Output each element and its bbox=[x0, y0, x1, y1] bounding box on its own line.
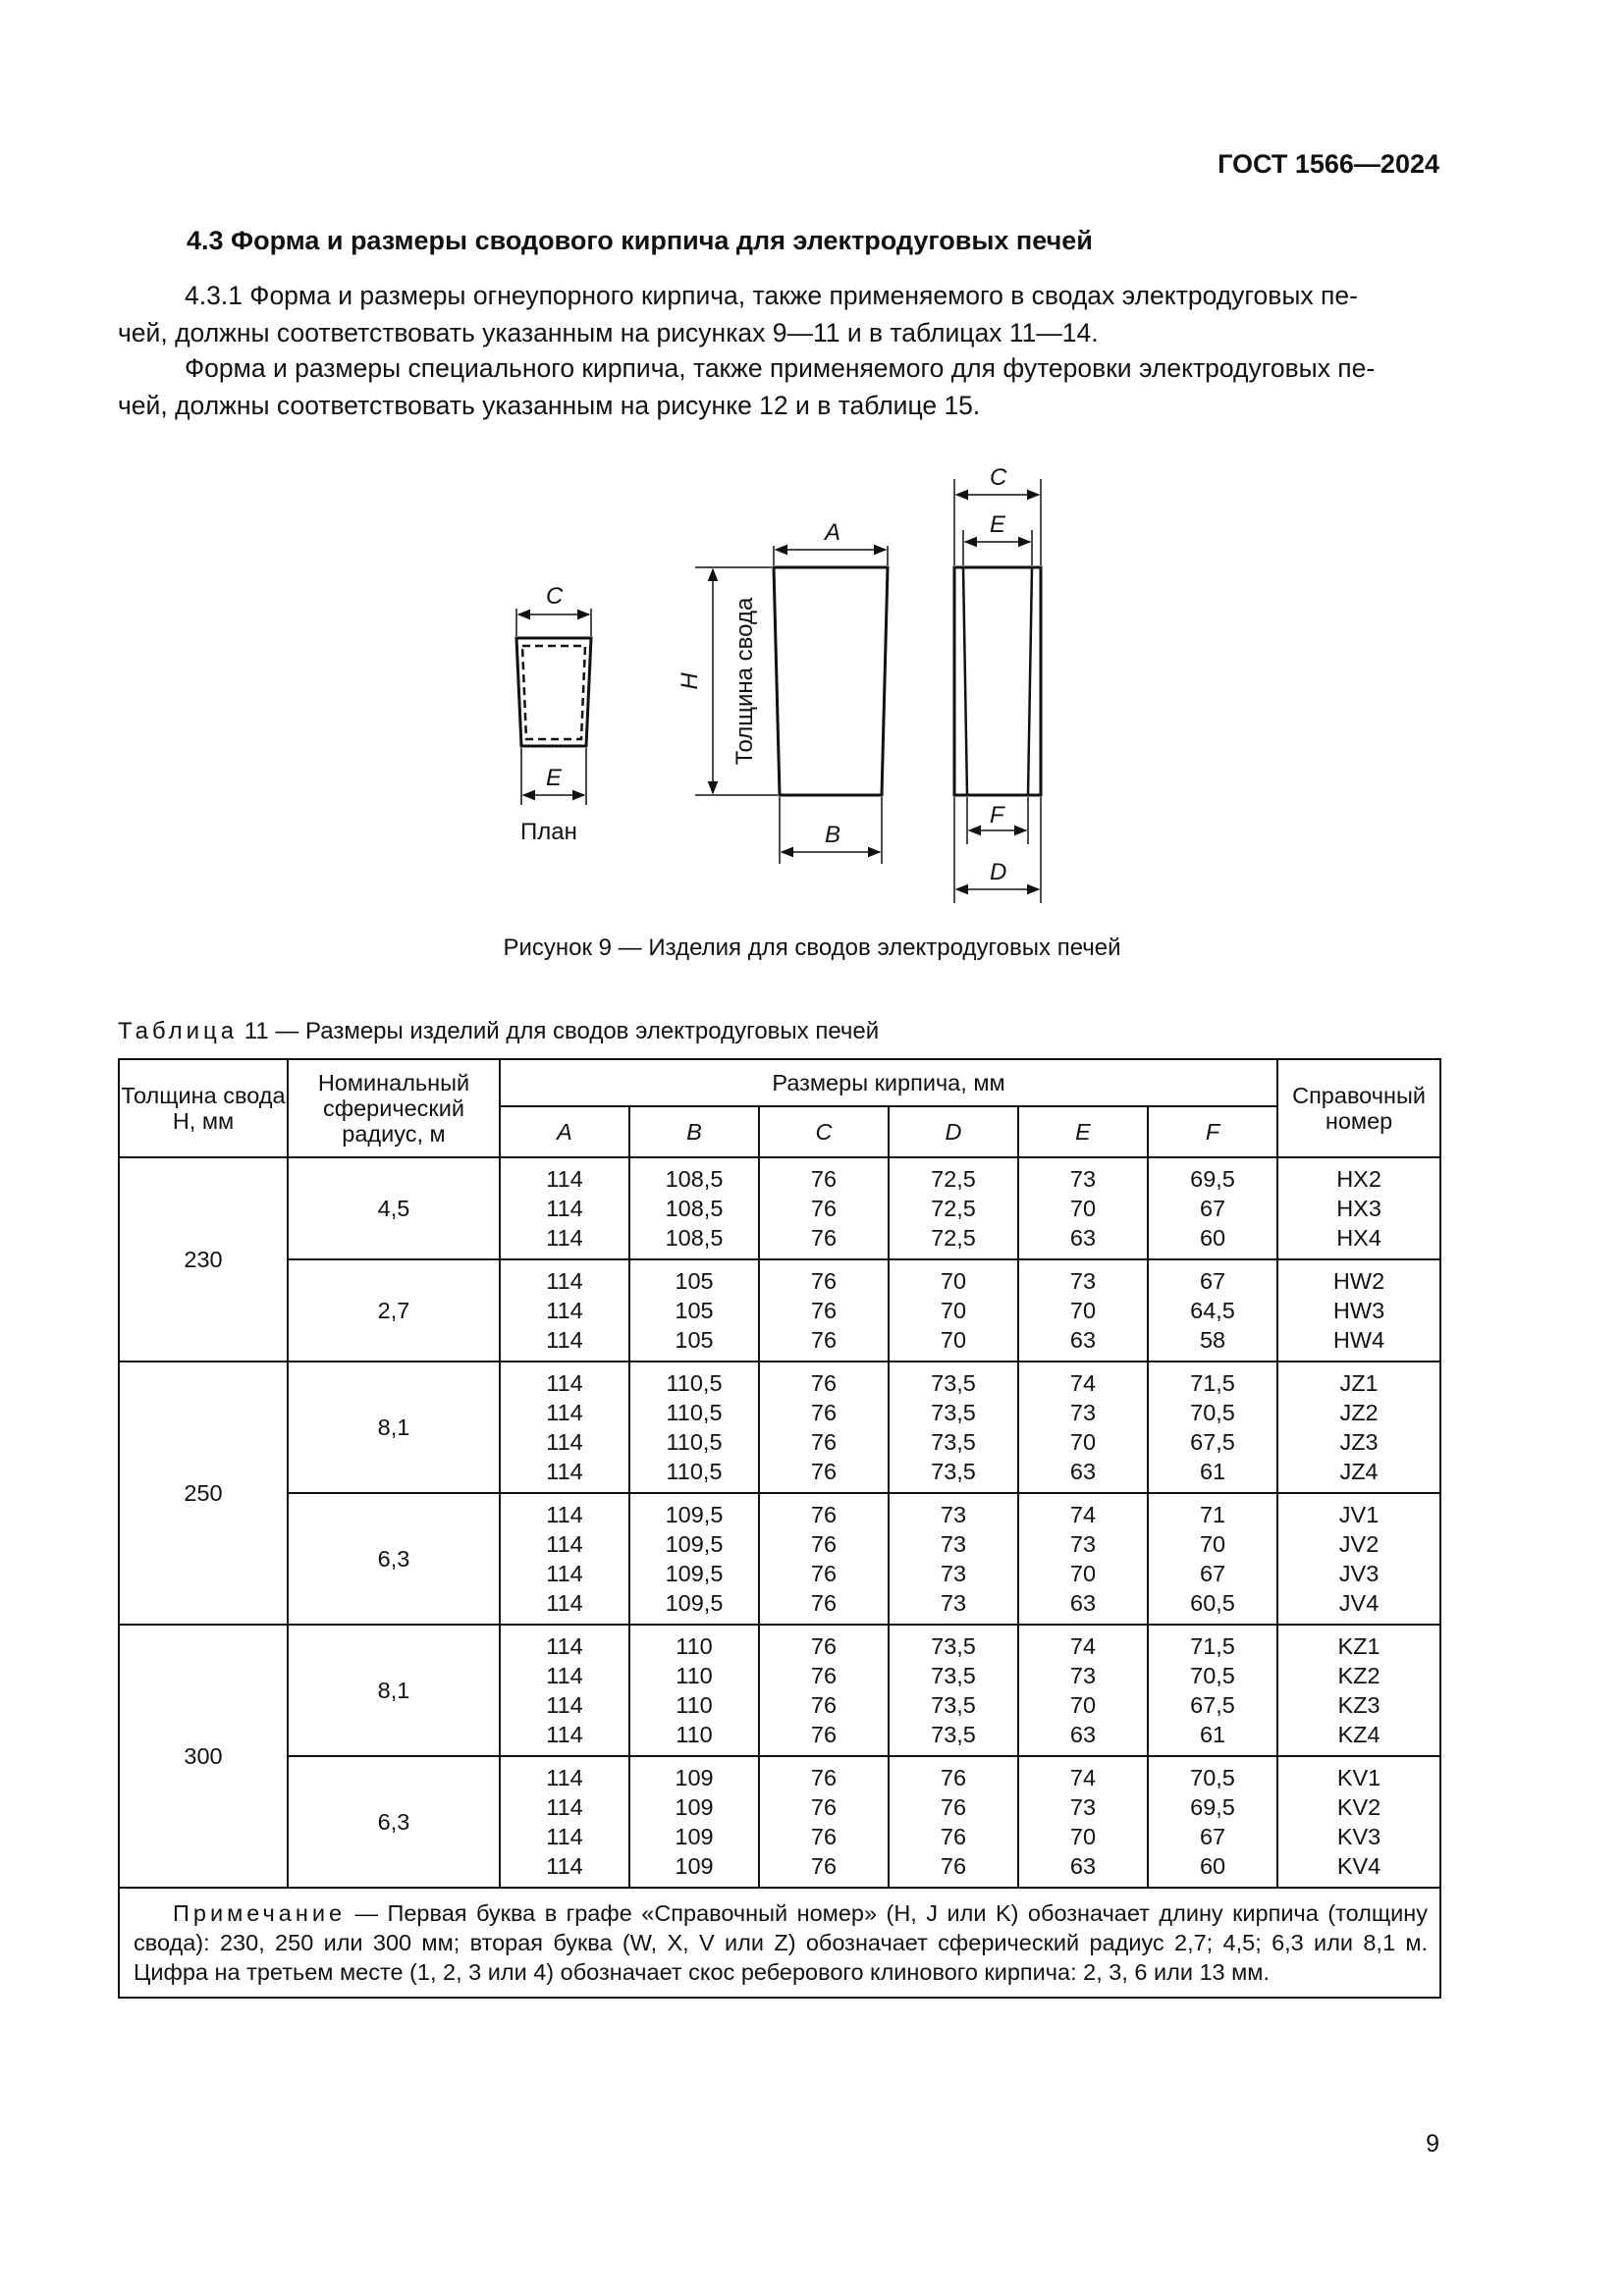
cell-value: KV2 bbox=[1336, 1794, 1381, 1820]
cell-value: 76 bbox=[810, 1298, 838, 1323]
cell-value: KZ2 bbox=[1337, 1663, 1380, 1688]
cell-value: 72,5 bbox=[931, 1225, 976, 1251]
cell-value: 114 bbox=[546, 1502, 583, 1527]
value-cell bbox=[1148, 1625, 1277, 1756]
cell-value: 73,5 bbox=[931, 1459, 976, 1484]
cell-value: 76 bbox=[810, 1531, 838, 1557]
cell-value: 71,5 bbox=[1190, 1633, 1235, 1659]
cell-value: 73,5 bbox=[931, 1633, 976, 1659]
cell-value: 109,5 bbox=[665, 1590, 724, 1616]
cell-value: 74 bbox=[1069, 1633, 1097, 1659]
value-cell bbox=[1018, 1756, 1148, 1888]
cell-value: 114 bbox=[546, 1531, 583, 1557]
cell-value: HW3 bbox=[1332, 1298, 1385, 1323]
cell-value: 67,5 bbox=[1190, 1692, 1235, 1718]
table-row bbox=[119, 1362, 1440, 1493]
value-cell bbox=[1018, 1259, 1148, 1362]
cell-value: 76 bbox=[810, 1166, 838, 1192]
cell-value: 70,5 bbox=[1190, 1663, 1235, 1688]
cell-value: 73 bbox=[1069, 1268, 1097, 1294]
cell-value: 114 bbox=[546, 1298, 583, 1323]
cell-value: 110 bbox=[676, 1633, 713, 1659]
cell-value: 114 bbox=[546, 1853, 583, 1879]
end-f-label: F bbox=[990, 802, 1004, 828]
cell-value: 105 bbox=[675, 1268, 714, 1294]
cell-value: 74 bbox=[1069, 1502, 1097, 1527]
value-cell bbox=[759, 1625, 889, 1756]
cell-value: 76 bbox=[810, 1633, 838, 1659]
radius-cell: 2,7 bbox=[288, 1259, 500, 1362]
table-row bbox=[119, 1756, 1440, 1888]
table-row bbox=[119, 1259, 1440, 1362]
cell-value: 108,5 bbox=[665, 1225, 724, 1251]
cell-value: 73 bbox=[1069, 1531, 1097, 1557]
cell-value: 76 bbox=[810, 1853, 838, 1879]
paragraph-4-3-1 bbox=[118, 277, 1438, 351]
value-cell bbox=[500, 1362, 629, 1493]
reference-cell bbox=[1277, 1259, 1440, 1362]
value-cell bbox=[629, 1157, 759, 1259]
cell-value: 64,5 bbox=[1190, 1298, 1235, 1323]
cell-value: 105 bbox=[675, 1298, 714, 1323]
cell-value: 109 bbox=[675, 1765, 714, 1790]
cell-value: 114 bbox=[546, 1663, 583, 1688]
cell-value: 114 bbox=[546, 1633, 583, 1659]
cell-value: 73,5 bbox=[931, 1370, 976, 1396]
cell-value: 108,5 bbox=[665, 1166, 724, 1192]
cell-value: 76 bbox=[940, 1794, 967, 1820]
cell-value: 110 bbox=[676, 1663, 713, 1688]
thickness-cell: 230 bbox=[119, 1157, 288, 1362]
cell-value: JZ1 bbox=[1339, 1370, 1379, 1396]
cell-value: 76 bbox=[810, 1663, 838, 1688]
cell-value: 114 bbox=[546, 1196, 583, 1221]
end-view bbox=[954, 464, 1041, 903]
value-cell bbox=[500, 1157, 629, 1259]
value-cell bbox=[889, 1362, 1018, 1493]
cell-value: 69,5 bbox=[1190, 1166, 1235, 1192]
table-row bbox=[119, 1493, 1440, 1625]
figure-9-brick-drawing bbox=[491, 452, 1080, 923]
cell-value: 73 bbox=[940, 1502, 967, 1527]
cell-value: 114 bbox=[546, 1722, 583, 1747]
value-cell bbox=[1018, 1157, 1148, 1259]
end-e-label: E bbox=[990, 511, 1006, 538]
cell-value: 105 bbox=[675, 1327, 714, 1353]
cell-value: 70 bbox=[1069, 1824, 1097, 1849]
note-text: — Первая буква в графе «Справочный номер» (H, J или K) обозначает длину кирпича (толщину свода): 230, 250 или 300 мм; вторая буква (W, X, V или Z) обозначает сферический радиус 2,7; 4,5; 6,3 или 8,1 м. Цифра на третьем месте (1, 2, 3 или 4) обозначает скос реберового клинового кирпича: 2, 3, 6 или 13 мм. bbox=[134, 1900, 1429, 1985]
cell-value: 108,5 bbox=[665, 1196, 724, 1221]
table-row bbox=[119, 1625, 1440, 1756]
cell-value: 63 bbox=[1069, 1327, 1097, 1353]
cell-value: KZ1 bbox=[1337, 1633, 1380, 1659]
cell-value: KZ4 bbox=[1337, 1722, 1380, 1747]
table-row bbox=[119, 1157, 1440, 1259]
value-cell bbox=[889, 1493, 1018, 1625]
cell-value: 110,5 bbox=[666, 1429, 723, 1455]
page-number: 9 bbox=[1426, 2130, 1439, 2158]
table-body bbox=[119, 1157, 1440, 1998]
reference-cell bbox=[1277, 1493, 1440, 1625]
cell-value: 114 bbox=[546, 1590, 583, 1616]
cell-value: 60,5 bbox=[1190, 1590, 1235, 1616]
paragraph-line: чей, должны соответствовать указанным на рисунке 12 и в таблице 15. bbox=[118, 391, 981, 420]
cell-value: 76 bbox=[810, 1429, 838, 1455]
cell-value: 114 bbox=[546, 1561, 583, 1586]
header-reference-number: Справочный номер bbox=[1277, 1059, 1440, 1157]
cell-value: KZ3 bbox=[1337, 1692, 1380, 1718]
value-cell bbox=[500, 1756, 629, 1888]
value-cell bbox=[500, 1493, 629, 1625]
value-cell bbox=[759, 1756, 889, 1888]
value-cell bbox=[1148, 1756, 1277, 1888]
value-cell bbox=[759, 1157, 889, 1259]
cell-value: 61 bbox=[1199, 1459, 1226, 1484]
cell-value: JZ3 bbox=[1339, 1429, 1379, 1455]
cell-value: KV4 bbox=[1336, 1853, 1381, 1879]
value-cell bbox=[1018, 1362, 1148, 1493]
value-cell bbox=[629, 1493, 759, 1625]
cell-value: 76 bbox=[810, 1196, 838, 1221]
cell-value: JV1 bbox=[1338, 1502, 1380, 1527]
cell-value: HX3 bbox=[1336, 1196, 1381, 1221]
cell-value: 76 bbox=[810, 1225, 838, 1251]
table-note-row bbox=[119, 1888, 1440, 1998]
cell-value: 71,5 bbox=[1190, 1370, 1235, 1396]
paragraph-special-brick bbox=[118, 349, 1438, 424]
thickness-cell: 300 bbox=[119, 1625, 288, 1888]
value-cell bbox=[889, 1259, 1018, 1362]
cell-value: 76 bbox=[810, 1268, 838, 1294]
radius-cell: 6,3 bbox=[288, 1493, 500, 1625]
cell-value: 76 bbox=[810, 1561, 838, 1586]
cell-value: 70 bbox=[940, 1298, 967, 1323]
header-radius: Номинальный сферический радиус, м bbox=[288, 1059, 500, 1157]
cell-value: 76 bbox=[810, 1400, 838, 1425]
cell-value: HX2 bbox=[1336, 1166, 1381, 1192]
cell-value: 73 bbox=[940, 1561, 967, 1586]
cell-value: 70 bbox=[940, 1268, 967, 1294]
value-cell bbox=[500, 1259, 629, 1362]
table-note bbox=[119, 1888, 1440, 1998]
cell-value: 60 bbox=[1199, 1225, 1226, 1251]
cell-value: 73 bbox=[1069, 1794, 1097, 1820]
cell-value: 63 bbox=[1069, 1459, 1097, 1484]
cell-value: 76 bbox=[810, 1765, 838, 1790]
cell-value: 76 bbox=[810, 1692, 838, 1718]
cell-value: 73 bbox=[1069, 1663, 1097, 1688]
cell-value: 74 bbox=[1069, 1370, 1097, 1396]
value-cell bbox=[759, 1259, 889, 1362]
end-c-label: C bbox=[990, 464, 1007, 491]
cell-value: 114 bbox=[546, 1400, 583, 1425]
cell-value: 114 bbox=[546, 1166, 583, 1192]
cell-value: 72,5 bbox=[931, 1166, 976, 1192]
cell-value: 70 bbox=[1199, 1531, 1226, 1557]
cell-value: 73 bbox=[940, 1590, 967, 1616]
plan-c-label: C bbox=[546, 583, 564, 610]
value-cell bbox=[1018, 1625, 1148, 1756]
cell-value: 76 bbox=[810, 1502, 838, 1527]
header-col-b: B bbox=[629, 1106, 759, 1157]
cell-value: 63 bbox=[1069, 1722, 1097, 1747]
plan-label: План bbox=[520, 819, 577, 845]
cell-value: JZ2 bbox=[1339, 1400, 1379, 1425]
cell-value: 70 bbox=[1069, 1692, 1097, 1718]
cell-value: JZ4 bbox=[1339, 1459, 1379, 1484]
header-thickness: Толщина свода H, мм bbox=[119, 1059, 288, 1157]
cell-value: 73,5 bbox=[931, 1429, 976, 1455]
cell-value: 114 bbox=[546, 1794, 583, 1820]
value-cell bbox=[629, 1756, 759, 1888]
reference-cell bbox=[1277, 1362, 1440, 1493]
value-cell bbox=[629, 1259, 759, 1362]
cell-value: 58 bbox=[1199, 1327, 1226, 1353]
cell-value: 114 bbox=[546, 1692, 583, 1718]
table-caption bbox=[118, 1018, 879, 1045]
cell-value: 73 bbox=[1069, 1166, 1097, 1192]
cell-value: JV2 bbox=[1338, 1531, 1380, 1557]
cell-value: 76 bbox=[810, 1794, 838, 1820]
cell-value: 67 bbox=[1199, 1824, 1226, 1849]
header-col-e: E bbox=[1018, 1106, 1148, 1157]
reference-cell bbox=[1277, 1625, 1440, 1756]
cell-value: 73 bbox=[940, 1531, 967, 1557]
value-cell bbox=[1148, 1493, 1277, 1625]
cell-value: 109,5 bbox=[665, 1502, 724, 1527]
cell-value: 73,5 bbox=[931, 1663, 976, 1688]
cell-value: 70 bbox=[1069, 1561, 1097, 1586]
paragraph-line: 4.3.1 Форма и размеры огнеупорного кирпича, также применяемого в сводах электродуговых пе- bbox=[185, 281, 1358, 310]
value-cell bbox=[1148, 1157, 1277, 1259]
value-cell bbox=[629, 1625, 759, 1756]
cell-value: 114 bbox=[546, 1225, 583, 1251]
cell-value: 61 bbox=[1199, 1722, 1226, 1747]
cell-value: 76 bbox=[810, 1590, 838, 1616]
cell-value: HX4 bbox=[1336, 1225, 1381, 1251]
cell-value: 76 bbox=[810, 1459, 838, 1484]
cell-value: 67,5 bbox=[1190, 1429, 1235, 1455]
value-cell bbox=[759, 1493, 889, 1625]
side-b-label: B bbox=[825, 822, 841, 848]
reference-cell bbox=[1277, 1157, 1440, 1259]
cell-value: 114 bbox=[546, 1268, 583, 1294]
cell-value: 76 bbox=[810, 1370, 838, 1396]
paragraph-line: Форма и размеры специального кирпича, также применяемого для футеровки электродуговых пе- bbox=[185, 353, 1376, 383]
cell-value: 76 bbox=[940, 1853, 967, 1879]
cell-value: 70,5 bbox=[1190, 1400, 1235, 1425]
cell-value: 73,5 bbox=[931, 1722, 976, 1747]
brick-drawing-svg bbox=[491, 452, 1080, 923]
end-d-label: D bbox=[990, 859, 1007, 885]
cell-value: 114 bbox=[546, 1429, 583, 1455]
cell-value: JV3 bbox=[1338, 1561, 1380, 1586]
cell-value: 70 bbox=[1069, 1196, 1097, 1221]
cell-value: 70,5 bbox=[1190, 1765, 1235, 1790]
value-cell bbox=[1018, 1493, 1148, 1625]
cell-value: 76 bbox=[810, 1824, 838, 1849]
cell-value: 76 bbox=[940, 1765, 967, 1790]
cell-value: 63 bbox=[1069, 1225, 1097, 1251]
header-col-f: F bbox=[1148, 1106, 1277, 1157]
radius-cell: 4,5 bbox=[288, 1157, 500, 1259]
cell-value: KV1 bbox=[1336, 1765, 1381, 1790]
cell-value: 110,5 bbox=[666, 1370, 723, 1396]
cell-value: 109,5 bbox=[665, 1561, 724, 1586]
header-col-a: A bbox=[500, 1106, 629, 1157]
cell-value: 69,5 bbox=[1190, 1794, 1235, 1820]
cell-value: 73,5 bbox=[931, 1692, 976, 1718]
cell-value: 110,5 bbox=[666, 1400, 723, 1425]
side-thickness-label: Толщина свода bbox=[731, 597, 758, 766]
cell-value: JV4 bbox=[1338, 1590, 1380, 1616]
table-caption-prefix: Таблица bbox=[118, 1018, 239, 1044]
cell-value: 73 bbox=[1069, 1400, 1097, 1425]
header-col-c: C bbox=[759, 1106, 889, 1157]
cell-value: HW4 bbox=[1332, 1327, 1385, 1353]
value-cell bbox=[1148, 1362, 1277, 1493]
cell-value: 63 bbox=[1069, 1590, 1097, 1616]
header-col-d: D bbox=[889, 1106, 1018, 1157]
header-brick-sizes: Размеры кирпича, мм bbox=[500, 1059, 1277, 1106]
cell-value: 67 bbox=[1199, 1196, 1226, 1221]
cell-value: 109 bbox=[675, 1794, 714, 1820]
value-cell bbox=[500, 1625, 629, 1756]
cell-value: 67 bbox=[1199, 1268, 1226, 1294]
value-cell bbox=[889, 1756, 1018, 1888]
cell-value: 74 bbox=[1069, 1765, 1097, 1790]
value-cell bbox=[889, 1625, 1018, 1756]
radius-cell: 6,3 bbox=[288, 1756, 500, 1888]
document-code: ГОСТ 1566—2024 bbox=[1218, 149, 1439, 179]
cell-value: 60 bbox=[1199, 1853, 1226, 1879]
side-a-label: A bbox=[825, 519, 841, 546]
cell-value: 63 bbox=[1069, 1853, 1097, 1879]
reference-cell bbox=[1277, 1756, 1440, 1888]
cell-value: 71 bbox=[1199, 1502, 1226, 1527]
note-prefix: Примечание bbox=[173, 1900, 347, 1926]
radius-cell: 8,1 bbox=[288, 1362, 500, 1493]
section-heading: 4.3 Форма и размеры сводового кирпича для электродуговых печей bbox=[187, 226, 1093, 255]
figure-caption: Рисунок 9 — Изделия для сводов электродуговых печей bbox=[503, 934, 1121, 961]
cell-value: 76 bbox=[810, 1722, 838, 1747]
value-cell bbox=[759, 1362, 889, 1493]
cell-value: 114 bbox=[546, 1824, 583, 1849]
cell-value: 114 bbox=[546, 1765, 583, 1790]
cell-value: 114 bbox=[546, 1370, 583, 1396]
cell-value: 110 bbox=[676, 1722, 713, 1747]
cell-value: 109 bbox=[675, 1853, 714, 1879]
value-cell bbox=[1148, 1259, 1277, 1362]
cell-value: 114 bbox=[546, 1459, 583, 1484]
cell-value: 109 bbox=[675, 1824, 714, 1849]
value-cell bbox=[629, 1362, 759, 1493]
cell-value: 72,5 bbox=[931, 1196, 976, 1221]
side-h-label: H bbox=[677, 672, 703, 690]
cell-value: 70 bbox=[1069, 1298, 1097, 1323]
cell-value: 70 bbox=[940, 1327, 967, 1353]
cell-value: 110 bbox=[676, 1692, 713, 1718]
thickness-cell: 250 bbox=[119, 1362, 288, 1625]
cell-value: 110,5 bbox=[666, 1459, 723, 1484]
cell-value: 67 bbox=[1199, 1561, 1226, 1586]
cell-value: KV3 bbox=[1336, 1824, 1381, 1849]
cell-value: 76 bbox=[940, 1824, 967, 1849]
cell-value: 70 bbox=[1069, 1429, 1097, 1455]
table-caption-text: 11 — Размеры изделий для сводов электродуговых печей bbox=[238, 1018, 880, 1044]
cell-value: 114 bbox=[546, 1327, 583, 1353]
cell-value: 73,5 bbox=[931, 1400, 976, 1425]
plan-e-label: E bbox=[546, 765, 563, 791]
value-cell bbox=[889, 1157, 1018, 1259]
radius-cell: 8,1 bbox=[288, 1625, 500, 1756]
paragraph-line: чей, должны соответствовать указанным на рисунках 9—11 и в таблицах 11—14. bbox=[118, 318, 1099, 347]
cell-value: 76 bbox=[810, 1327, 838, 1353]
side-view bbox=[677, 519, 888, 864]
plan-view bbox=[516, 583, 591, 845]
cell-value: 109,5 bbox=[665, 1531, 724, 1557]
table-11-brick-sizes bbox=[118, 1058, 1441, 1999]
cell-value: HW2 bbox=[1332, 1268, 1385, 1294]
